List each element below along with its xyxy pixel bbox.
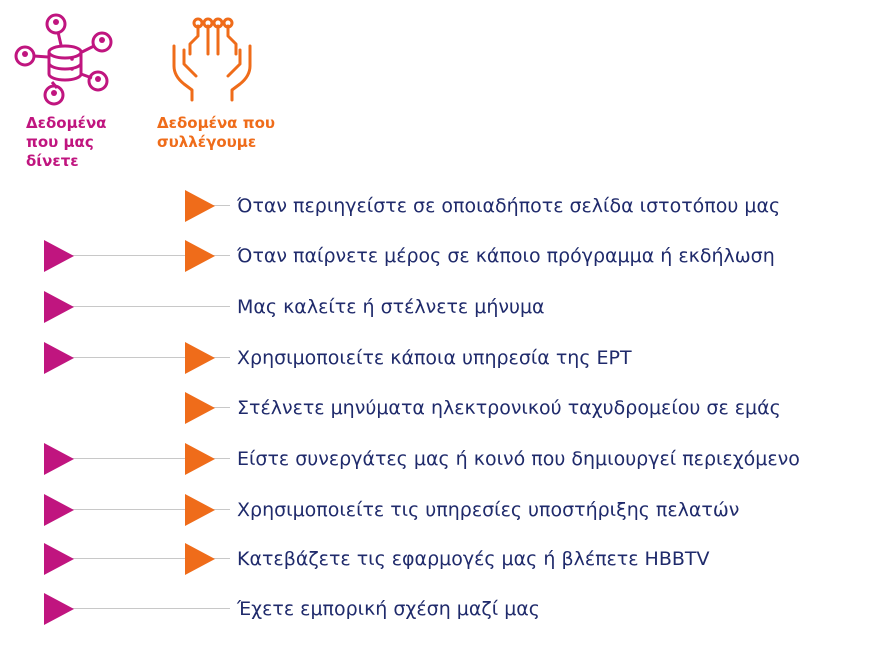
row-text: Κατεβάζετε τις εφαρμογές μας ή βλέπετε HBBTV <box>237 548 710 570</box>
given-marker-icon <box>44 593 74 625</box>
given-marker-icon <box>44 291 74 323</box>
connector-line <box>58 306 230 307</box>
column-label-given: Δεδομένα που μας δίνετε <box>26 114 107 170</box>
list-item <box>0 236 893 276</box>
list-item <box>0 388 893 428</box>
list-item <box>0 186 893 226</box>
given-marker-icon <box>44 342 74 374</box>
given-marker-icon <box>44 543 74 575</box>
row-text: Έχετε εμπορική σχέση μαζί μας <box>237 598 540 620</box>
row-text: Είστε συνεργάτες μας ή κοινό που δημιουργεί περιεχόμενο <box>237 448 800 470</box>
given-marker-icon <box>44 240 74 272</box>
collected-marker-icon <box>185 190 215 222</box>
collected-marker-icon <box>185 494 215 526</box>
list-item <box>0 338 893 378</box>
list-item <box>0 439 893 479</box>
list-item <box>0 539 893 579</box>
row-text: Όταν παίρνετε μέρος σε κάποιο πρόγραμμα ή εκδήλωση <box>237 245 775 267</box>
list-item <box>0 490 893 530</box>
collected-marker-icon <box>185 240 215 272</box>
column-label-collected: Δεδομένα που συλλέγουμε <box>157 114 276 151</box>
connector-line <box>58 608 230 609</box>
list-item <box>0 287 893 327</box>
collected-marker-icon <box>185 443 215 475</box>
given-marker-icon <box>44 494 74 526</box>
list-item <box>0 589 893 629</box>
collected-marker-icon <box>185 342 215 374</box>
collected-marker-icon <box>185 543 215 575</box>
row-text: Όταν περιηγείστε σε οποιαδήποτε σελίδα ιστοτόπου μας <box>237 195 781 217</box>
row-text: Χρησιμοποιείτε τις υπηρεσίες υποστήριξης πελατών <box>237 499 740 521</box>
row-text: Στέλνετε μηνύματα ηλεκτρονικού ταχυδρομείου σε εμάς <box>237 397 781 419</box>
row-text: Χρησιμοποιείτε κάποια υπηρεσία της ΕΡΤ <box>237 347 632 369</box>
collected-marker-icon <box>185 392 215 424</box>
row-text: Μας καλείτε ή στέλνετε μήνυμα <box>237 296 545 318</box>
given-marker-icon <box>44 443 74 475</box>
